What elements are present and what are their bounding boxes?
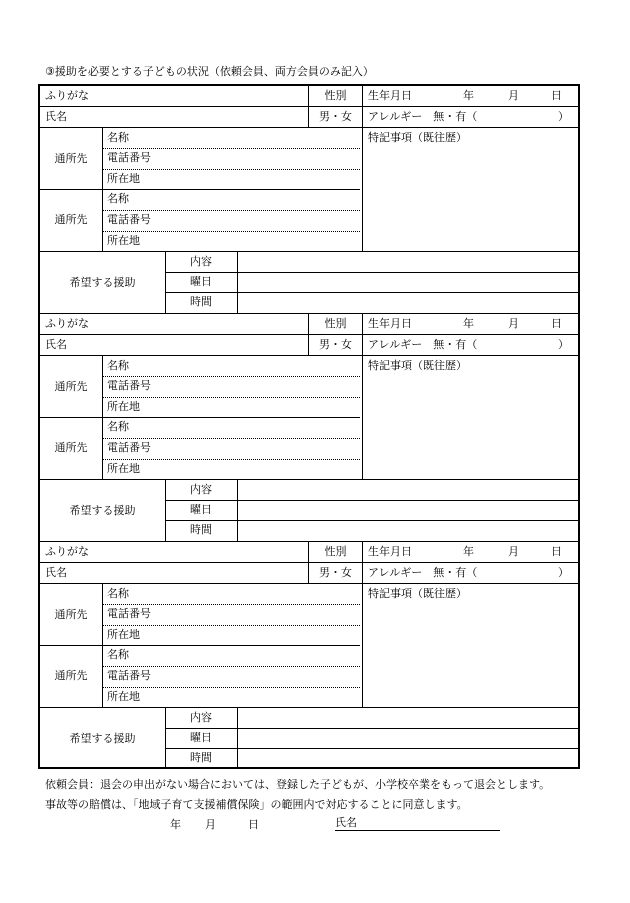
rule: [308, 314, 309, 355]
facility-address-label: 所在地: [107, 462, 140, 475]
facility-name-field[interactable]: [102, 128, 360, 148]
birthdate-field[interactable]: [363, 86, 578, 106]
sign-day-label: 日: [248, 818, 259, 831]
support-time-input[interactable]: [237, 520, 578, 540]
child-block: [40, 542, 578, 769]
notes-label: 特記事項（既往歴）: [368, 587, 467, 600]
facility-name-field[interactable]: [102, 356, 360, 376]
gender-options[interactable]: 男・女: [319, 110, 352, 123]
rule: [102, 127, 103, 251]
notes-field[interactable]: [363, 584, 578, 707]
allergy-field[interactable]: [363, 107, 578, 127]
rule: [362, 542, 363, 707]
rule: [165, 479, 166, 541]
support-content-input[interactable]: [237, 708, 578, 728]
footer-note-2: 事故等の賠償は、「地域子育て支援補償保険」の範囲内で対応することに同意します。: [45, 798, 468, 811]
support-content-label: 内容: [190, 711, 212, 724]
rule: [362, 314, 363, 479]
rule: [102, 148, 360, 149]
facility-label: 通所先: [54, 380, 88, 393]
gender-options[interactable]: 男・女: [319, 566, 352, 579]
allergy-label: アレルギー 無・有（: [368, 338, 478, 351]
facility-name-label: 名称: [107, 420, 129, 433]
rule: [102, 583, 103, 707]
facility-address-label: 所在地: [107, 628, 140, 641]
rule: [102, 355, 103, 479]
facility-phone-field[interactable]: [102, 210, 360, 230]
facility-name-label: 名称: [107, 131, 129, 144]
facility-phone-label: 電話番号: [107, 607, 151, 620]
rule: [40, 355, 578, 356]
rule: [165, 748, 578, 749]
facility-address-field[interactable]: [102, 459, 360, 479]
month-label: 月: [508, 545, 519, 558]
facility-phone-label: 電話番号: [107, 213, 151, 226]
support-weekday-input[interactable]: [237, 272, 578, 292]
rule: [40, 583, 578, 584]
facility-name-label: 名称: [107, 192, 129, 205]
support-label: 希望する援助: [69, 732, 136, 745]
facility-address-label: 所在地: [107, 172, 140, 185]
notes-field[interactable]: [363, 128, 578, 251]
rule: [40, 645, 360, 646]
support-time-label: 時間: [190, 751, 212, 764]
rule: [165, 292, 578, 293]
day-label: 日: [551, 89, 562, 102]
notes-label: 特記事項（既往歴）: [368, 359, 467, 372]
birthdate-label: 生年月日: [368, 545, 412, 558]
allergy-label: アレルギー 無・有（: [368, 566, 478, 579]
rule: [102, 210, 360, 211]
facility-address-field[interactable]: [102, 231, 360, 251]
rule: [165, 251, 166, 313]
facility-address-field[interactable]: [102, 687, 360, 707]
month-label: 月: [508, 317, 519, 330]
section-heading: ③援助を必要とする子どもの状況（依頼会員、両方会員のみ記入）: [45, 65, 374, 78]
rule: [40, 127, 578, 128]
year-label: 年: [463, 89, 474, 102]
gender-label: 性別: [324, 545, 347, 558]
rule: [102, 376, 360, 377]
signature-field[interactable]: [335, 816, 500, 831]
facility-name-field[interactable]: [102, 645, 360, 665]
facility-label: 通所先: [54, 441, 88, 454]
child-status-form: [38, 84, 580, 769]
day-label: 日: [551, 317, 562, 330]
facility-label: 通所先: [54, 608, 88, 621]
support-time-input[interactable]: [237, 292, 578, 312]
rule: [362, 86, 363, 251]
year-label: 年: [463, 317, 474, 330]
facility-phone-field[interactable]: [102, 376, 360, 396]
rule: [40, 189, 360, 190]
birthdate-label: 生年月日: [368, 317, 412, 330]
support-weekday-label: 曜日: [190, 275, 212, 288]
facility-name-field[interactable]: [102, 417, 360, 437]
support-content-input[interactable]: [237, 252, 578, 272]
facility-phone-label: 電話番号: [107, 669, 151, 682]
rule: [308, 542, 309, 583]
facility-address-field[interactable]: [102, 625, 360, 645]
gender-label: 性別: [324, 317, 347, 330]
rule: [102, 169, 360, 170]
support-label: 希望する援助: [69, 276, 136, 289]
support-weekday-label: 曜日: [190, 503, 212, 516]
rule: [165, 728, 578, 729]
rule: [102, 438, 360, 439]
support-weekday-input[interactable]: [237, 500, 578, 520]
rule: [40, 106, 578, 107]
allergy-close-paren: ）: [558, 110, 569, 123]
facility-address-label: 所在地: [107, 400, 140, 413]
furigana-label: ふりがな: [45, 89, 89, 102]
support-content-label: 内容: [190, 255, 212, 268]
facility-name-label: 名称: [107, 359, 129, 372]
birthdate-field[interactable]: [363, 542, 578, 562]
facility-label: 通所先: [54, 213, 88, 226]
facility-label: 通所先: [54, 669, 88, 682]
facility-phone-label: 電話番号: [107, 151, 151, 164]
signature-label: 氏名: [335, 816, 357, 829]
rule: [102, 687, 360, 688]
rule: [102, 625, 360, 626]
facility-name-label: 名称: [107, 587, 129, 600]
support-content-input[interactable]: [237, 480, 578, 500]
allergy-field[interactable]: [363, 563, 578, 583]
rule: [40, 251, 578, 252]
facility-address-label: 所在地: [107, 690, 140, 703]
gender-label: 性別: [324, 89, 347, 102]
rule: [40, 334, 578, 335]
facility-phone-label: 電話番号: [107, 441, 151, 454]
facility-phone-field[interactable]: [102, 148, 360, 168]
year-label: 年: [463, 545, 474, 558]
facility-phone-field[interactable]: [102, 604, 360, 624]
rule: [237, 251, 238, 313]
support-weekday-label: 曜日: [190, 731, 212, 744]
facility-phone-field[interactable]: [102, 438, 360, 458]
child-block: [40, 314, 578, 541]
rule: [102, 397, 360, 398]
child-name-label: 氏名: [45, 110, 67, 123]
rule: [102, 666, 360, 667]
rule: [102, 231, 360, 232]
month-label: 月: [508, 89, 519, 102]
birthdate-field[interactable]: [363, 314, 578, 334]
facility-name-label: 名称: [107, 648, 129, 661]
rule: [165, 520, 578, 521]
rule: [165, 272, 578, 273]
facility-label: 通所先: [54, 152, 88, 165]
rule: [40, 562, 578, 563]
footer-note-1: 依頼会員：退会の申出がない場合においては、登録した子どもが、小学校卒業をもって退会とします。: [45, 778, 551, 791]
support-weekday-input[interactable]: [237, 728, 578, 748]
sign-month-label: 月: [205, 818, 216, 831]
block-divider: [40, 541, 578, 542]
rule: [40, 479, 578, 480]
facility-name-field[interactable]: [102, 189, 360, 209]
block-divider: [40, 313, 578, 314]
child-name-label: 氏名: [45, 338, 67, 351]
support-label: 希望する援助: [69, 504, 136, 517]
facility-address-field[interactable]: [102, 397, 360, 417]
facility-name-field[interactable]: [102, 584, 360, 604]
gender-options[interactable]: 男・女: [319, 338, 352, 351]
rule: [40, 417, 360, 418]
child-block: [40, 86, 578, 313]
facility-address-field[interactable]: [102, 169, 360, 189]
facility-phone-field[interactable]: [102, 666, 360, 686]
rule: [165, 500, 578, 501]
support-content-label: 内容: [190, 483, 212, 496]
furigana-label: ふりがな: [45, 545, 89, 558]
allergy-field[interactable]: [363, 335, 578, 355]
rule: [308, 86, 309, 127]
allergy-close-paren: ）: [558, 566, 569, 579]
notes-field[interactable]: [363, 356, 578, 479]
rule: [102, 459, 360, 460]
support-time-label: 時間: [190, 295, 212, 308]
rule: [165, 707, 166, 769]
sign-year-label: 年: [170, 818, 181, 831]
support-time-label: 時間: [190, 523, 212, 536]
rule: [40, 707, 578, 708]
rule: [237, 707, 238, 769]
child-name-label: 氏名: [45, 566, 67, 579]
birthdate-label: 生年月日: [368, 89, 412, 102]
support-time-input[interactable]: [237, 748, 578, 768]
facility-address-label: 所在地: [107, 234, 140, 247]
furigana-label: ふりがな: [45, 317, 89, 330]
allergy-close-paren: ）: [558, 338, 569, 351]
day-label: 日: [551, 545, 562, 558]
notes-label: 特記事項（既往歴）: [368, 131, 467, 144]
allergy-label: アレルギー 無・有（: [368, 110, 478, 123]
rule: [102, 604, 360, 605]
facility-phone-label: 電話番号: [107, 379, 151, 392]
rule: [237, 479, 238, 541]
